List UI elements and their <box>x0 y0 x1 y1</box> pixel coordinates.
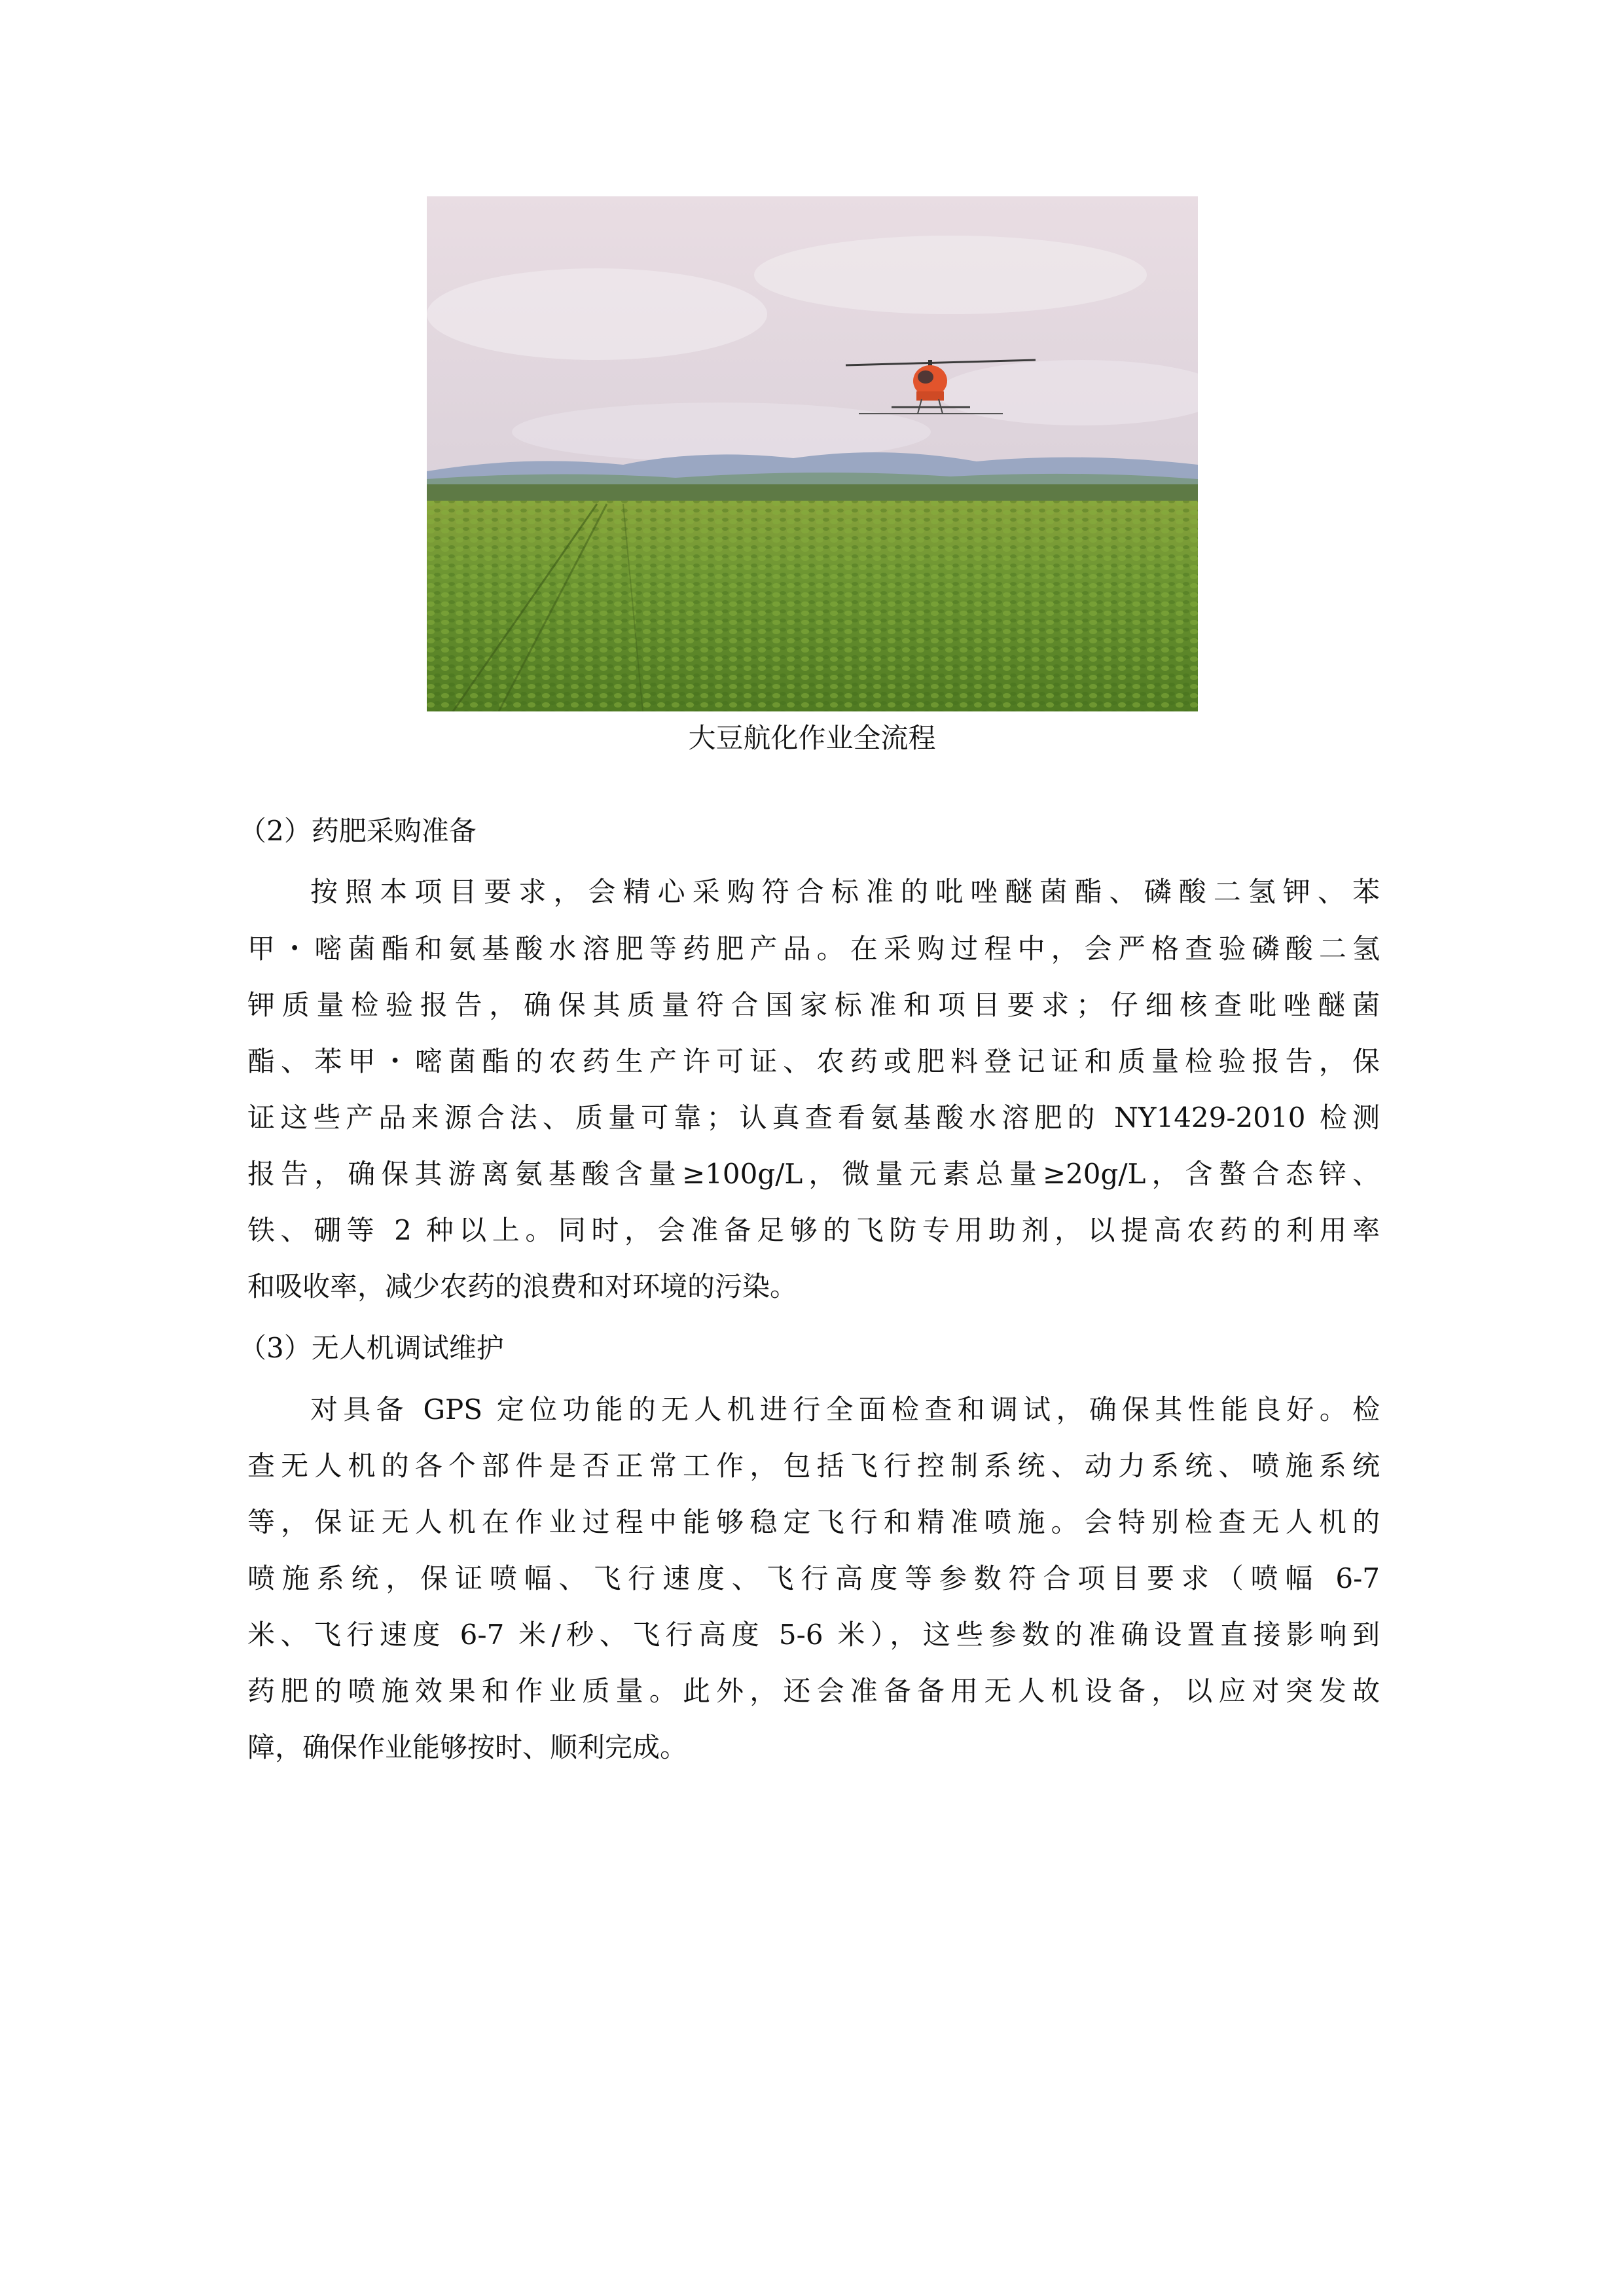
paragraph-line: 和吸收率，减少农药的浪费和对环境的污染。 <box>247 1270 798 1302</box>
paragraph-line: 证这些产品来源合法、质量可靠；认真查看氨基酸水溶肥的 NY1429-2010 检测 <box>247 1102 1380 1134</box>
paragraph-line: 障，确保作业能够按时、顺利完成。 <box>247 1731 688 1763</box>
paragraph-line: 药肥的喷施效果和作业质量。此外，还会准备备用无人机设备，以应对突发故 <box>247 1675 1380 1707</box>
paragraph-line: 等，保证无人机在作业过程中能够稳定飞行和精准喷施。会特别检查无人机的 <box>247 1506 1380 1538</box>
paragraph-line: 酯、苯甲・嘧菌酯的农药生产许可证、农药或肥料登记证和质量检验报告，保 <box>247 1045 1380 1077</box>
paragraph-line: 报告，确保其游离氨基酸含量≥100g/L，微量元素总量≥20g/L，含螯合态锌、 <box>247 1158 1380 1190</box>
paragraph-line: 米、飞行速度 6-7 米/秒、飞行高度 5-6 米），这些参数的准确设置直接影响到 <box>247 1619 1380 1651</box>
paragraph-line: 喷施系统，保证喷幅、飞行速度、飞行高度等参数符合项目要求（喷幅 6-7 <box>247 1562 1380 1594</box>
section-heading-drone-maintenance: （3）无人机调试维护 <box>239 1332 504 1364</box>
paragraph-line: 查无人机的各个部件是否正常工作，包括飞行控制系统、动力系统、喷施系统 <box>247 1450 1380 1482</box>
paragraph-line: 对具备 GPS 定位功能的无人机进行全面检查和调试，确保其性能良好。检 <box>310 1393 1380 1426</box>
helicopter-spraying-photo <box>427 196 1198 711</box>
field-helicopter-illustration <box>427 196 1198 711</box>
paragraph-line: 钾质量检验报告，确保其质量符合国家标准和项目要求；仔细核查吡唑醚菌 <box>247 989 1380 1021</box>
section-heading-procurement: （2）药肥采购准备 <box>239 815 477 847</box>
paragraph-line: 按照本项目要求，会精心采购符合标准的吡唑醚菌酯、磷酸二氢钾、苯 <box>310 876 1380 908</box>
figure-caption: 大豆航化作业全流程 <box>688 722 936 754</box>
paragraph-line: 铁、硼等 2 种以上。同时，会准备足够的飞防专用助剂，以提高农药的利用率 <box>247 1214 1380 1246</box>
paragraph-line: 甲・嘧菌酯和氨基酸水溶肥等药肥产品。在采购过程中，会严格查验磷酸二氢 <box>247 933 1380 965</box>
